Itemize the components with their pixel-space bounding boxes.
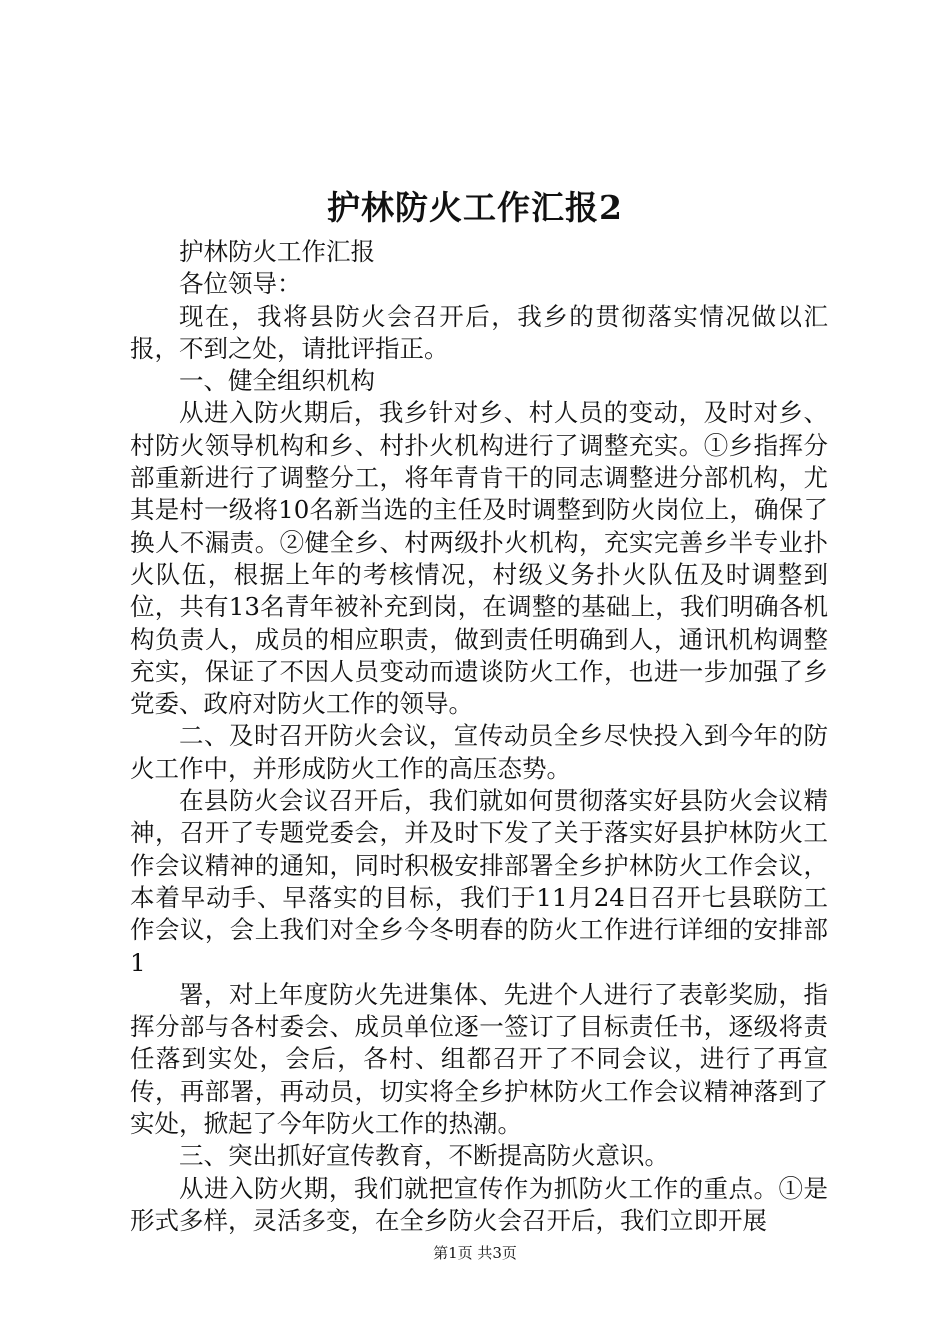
paragraph-section-3: 从进入防火期，我们就把宣传作为抓防火工作的重点。①是形式多样，灵活多变，在全乡防火会召开后，我们立即开展: [130, 1173, 828, 1235]
section-heading-3: 三、突出抓好宣传教育，不断提高防火意识。: [179, 1141, 669, 1171]
paragraph-salutation: 各位领导：: [179, 269, 302, 299]
page-footer: 第1页 共3页: [433, 1244, 517, 1262]
paragraph-section-2-cont: 署，对上年度防火先进集体、先进个人进行了表彰奖励，指挥分部与各村委会、成员单位逐一签订了目标责任书，逐级将责任落到实处，会后，各村、组都召开了不同会议，进行了再宣传，再部署，再动员，切实将全乡护林防火工作会议精神落到了实处，掀起了今年防火工作的热潮。: [130, 979, 828, 1139]
paragraph-section-2: 在县防火会议召开后，我们就如何贯彻落实好县防火会议精神，召开了专题党委会，并及时下发了关于落实好县护林防火工作会议精神的通知，同时积极安排部署全乡护林防火工作会议，本着早动手、早落实的目标，我们于11月24日召开七县联防工作会议，会上我们对全乡今冬明春的防火工作进行详细的安排部1: [130, 786, 828, 977]
section-heading-2: 二、及时召开防火会议，宣传动员全乡尽快投入到今年的防火工作中，并形成防火工作的高压态势。: [130, 721, 828, 783]
paragraph-heading-line: 护林防火工作汇报: [179, 237, 375, 266]
paragraph-section-1: 从进入防火期后，我乡针对乡、村人员的变动，及时对乡、村防火领导机构和乡、村扑火机构进行了调整充实。①乡指挥分部重新进行了调整分工，将年青肯干的同志调整进分部机构，尤其是村一级将10名新当选的主任及时调整到防火岗位上，确保了换人不漏责。②健全乡、村两级扑火机构，充实完善乡半专业扑火队伍，根据上年的考核情况，村级义务扑火队伍及时调整到位，共有13名青年被补充到岗，在调整的基础上，我们明确各机构负责人，成员的相应职责，做到责任明确到人，通讯机构调整充实，保证了不因人员变动而遗谈防火工作，也进一步加强了乡党委、政府对防火工作的领导。: [130, 398, 828, 719]
section-heading-1: 一、健全组织机构: [179, 366, 375, 396]
document-body: [130, 236, 828, 1237]
paragraph-intro: 现在，我将县防火会召开后，我乡的贯彻落实情况做以汇报，不到之处，请批评指正。: [130, 301, 828, 363]
document-title: 护林防火工作汇报2: [327, 188, 623, 227]
